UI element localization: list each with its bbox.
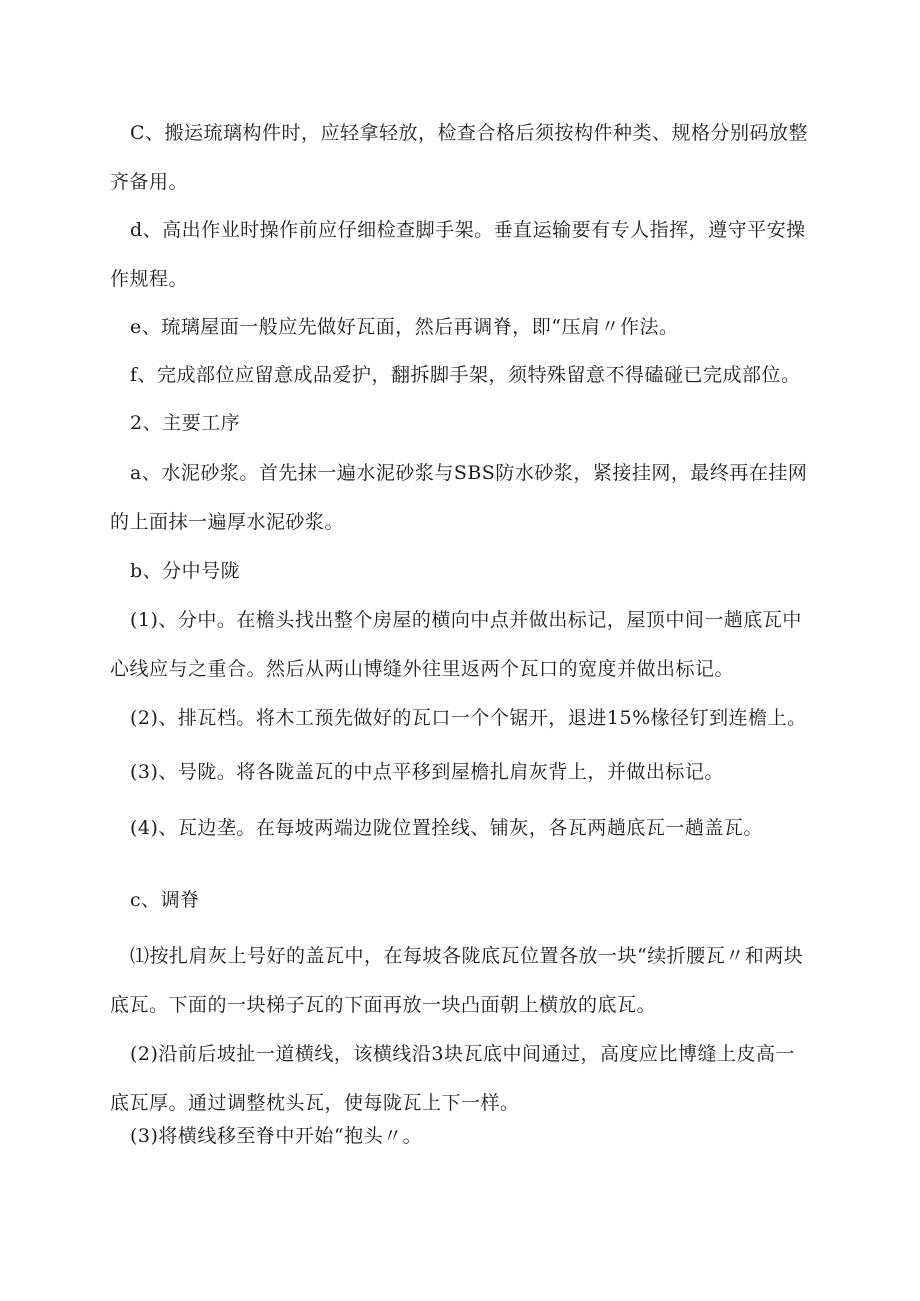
paragraph-c-1: ⑴按扎肩灰上号好的盖瓦中，在每坡各陇底瓦位置各放一块“续折腰瓦〃和两块底瓦。下面的一块梯子瓦的下面再放一块凸面朝上横放的底瓦。 [110,945,804,1016]
paragraph-c-3: (3)将横线移至脊中开始“抱头〃。 [130,1125,423,1147]
paragraph-c-2: (2)沿前后坡扯一道横线，该横线沿3块瓦底中间通过，高度应比博缝上皮高一底瓦厚。通过调整枕头瓦，使每陇瓦上下一样。 [110,1043,796,1114]
paragraph-d: d、高出作业时操作前应仔细检查脚手架。垂直运输要有专人指挥，遵守平安操作规程。 [110,219,806,290]
paragraph-a-cement-mortar: a、水泥砂浆。首先抹一遍水泥砂浆与SBS防水砂浆，紧接挂网，最终再在挂网的上面抹一遍厚水泥砂浆。 [110,462,808,533]
paragraph-b-2: (2)、排瓦档。将木工预先做好的瓦口一个个锯开，退进15%椽径钉到连檐上。 [130,707,807,729]
paragraph-b-3: (3)、号陇。将各陇盖瓦的中点平移到屋檐扎肩灰背上，并做出标记。 [130,761,724,783]
subheading-c: c、调脊 [130,889,200,911]
paragraph-e: e、琉璃屋面一般应先做好瓦面，然后再调脊，即“压肩〃作法。 [130,316,679,338]
paragraph-c: C、搬运琉璃构件时，应轻拿轻放，检查合格后须按构件种类、规格分别码放整齐备用。 [110,122,809,193]
section-heading-main-process: 2、主要工序 [130,412,241,434]
paragraph-b-4: (4)、瓦边垄。在每坡两端边陇位置拴线、铺灰，各瓦两趟底瓦一趟盖瓦。 [130,817,763,839]
paragraph-b-1: (1)、分中。在檐头找出整个房屋的横向中点并做出标记，屋顶中间一趟底瓦中心线应与之重合。然后从两山博缝外往里返两个瓦口的宽度并做出标记。 [110,609,802,680]
subheading-b: b、分中号陇 [130,560,241,582]
paragraph-f: f、完成部位应留意成品爱护，翻拆脚手架，须特殊留意不得磕碰已完成部位。 [130,364,801,386]
